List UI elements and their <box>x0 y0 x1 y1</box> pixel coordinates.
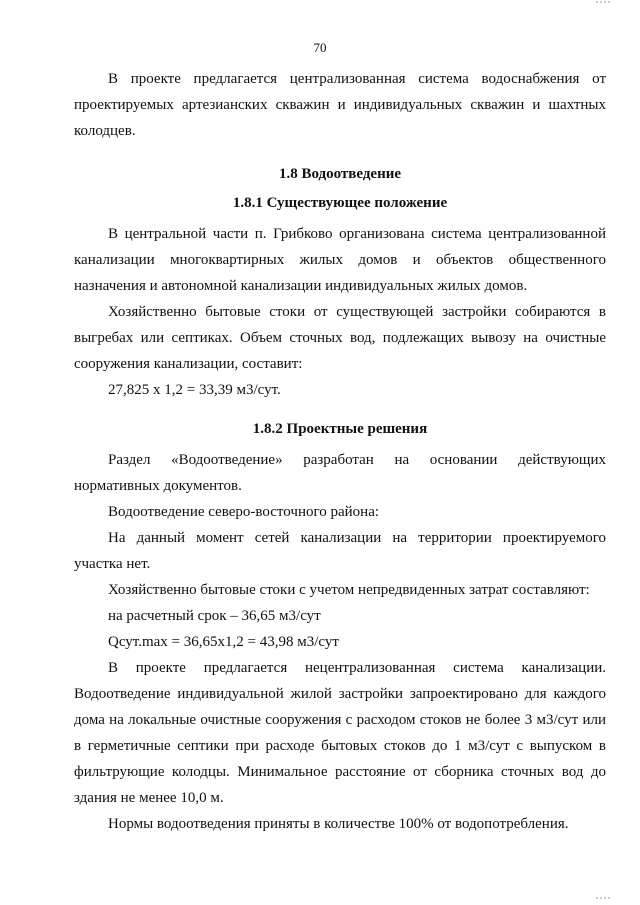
paragraph-central-sewerage: В центральной части п. Грибково организована система централизованной канализации многоквартирных жилых домов и объектов общественного назначения и автономной канализации индивидуальных жилых домов. <box>74 226 606 294</box>
paragraph-northeast-district: Водоотведение северо-восточного района: <box>108 504 380 520</box>
paragraph-section-basis: Раздел «Водоотведение» разработан на основании действующих нормативных документов. <box>74 452 606 494</box>
paragraph-water-supply: В проекте предлагается централизованная система водоснабжения от проектируемых артезианских скважин и индивидуальных скважин и шахтных колодцев. <box>74 71 606 139</box>
scan-mark-top <box>596 0 610 6</box>
section-heading-1-8: 1.8 Водоотведение <box>278 166 402 182</box>
paragraph-norms: Нормы водоотведения приняты в количестве 100% от водопотребления. <box>108 816 569 832</box>
formula-qmax: Qсут.max = 36,65х1,2 = 43,98 м3/сут <box>108 634 339 650</box>
scan-mark-top-icon <box>596 0 610 4</box>
scan-mark-bottom <box>596 896 610 902</box>
document-body <box>74 66 606 837</box>
formula-existing-volume: 27,825 х 1,2 = 33,39 м3/сут. <box>108 382 281 398</box>
subsection-heading-1-8-2: 1.8.2 Проектные решения <box>252 421 428 437</box>
subsection-heading-1-8-1: 1.8.1 Существующее положение <box>232 195 448 211</box>
page-number: 70 <box>313 40 327 55</box>
paragraph-decentralized-system: В проекте предлагается нецентрализованная система канализации. Водоотведение индивидуальной жилой застройки запроектировано для каждого дома на локальные очистные сооружения с расходом стоков не более 3 м3/сут или в герметичные септики при расходе бытовых стоков до 1 м3/сут с выпуском в фильтрующие колодцы. Минимальное расстояние от сборника сточных вод до здания не менее 10,0 м. <box>74 660 606 806</box>
paragraph-household-waste: Хозяйственно бытовые стоки от существующей застройки собираются в выгребах или септиках. Объем сточных вод, подлежащих вывозу на очистные сооружения канализации, составит: <box>74 304 606 372</box>
paragraph-projected-waste: Хозяйственно бытовые стоки с учетом непредвиденных затрат составляют: <box>108 582 590 598</box>
scan-mark-bottom-icon <box>596 896 610 900</box>
formula-design-period: на расчетный срок – 36,65 м3/сут <box>108 608 321 624</box>
paragraph-no-networks: На данный момент сетей канализации на территории проектируемого участка нет. <box>74 530 606 572</box>
